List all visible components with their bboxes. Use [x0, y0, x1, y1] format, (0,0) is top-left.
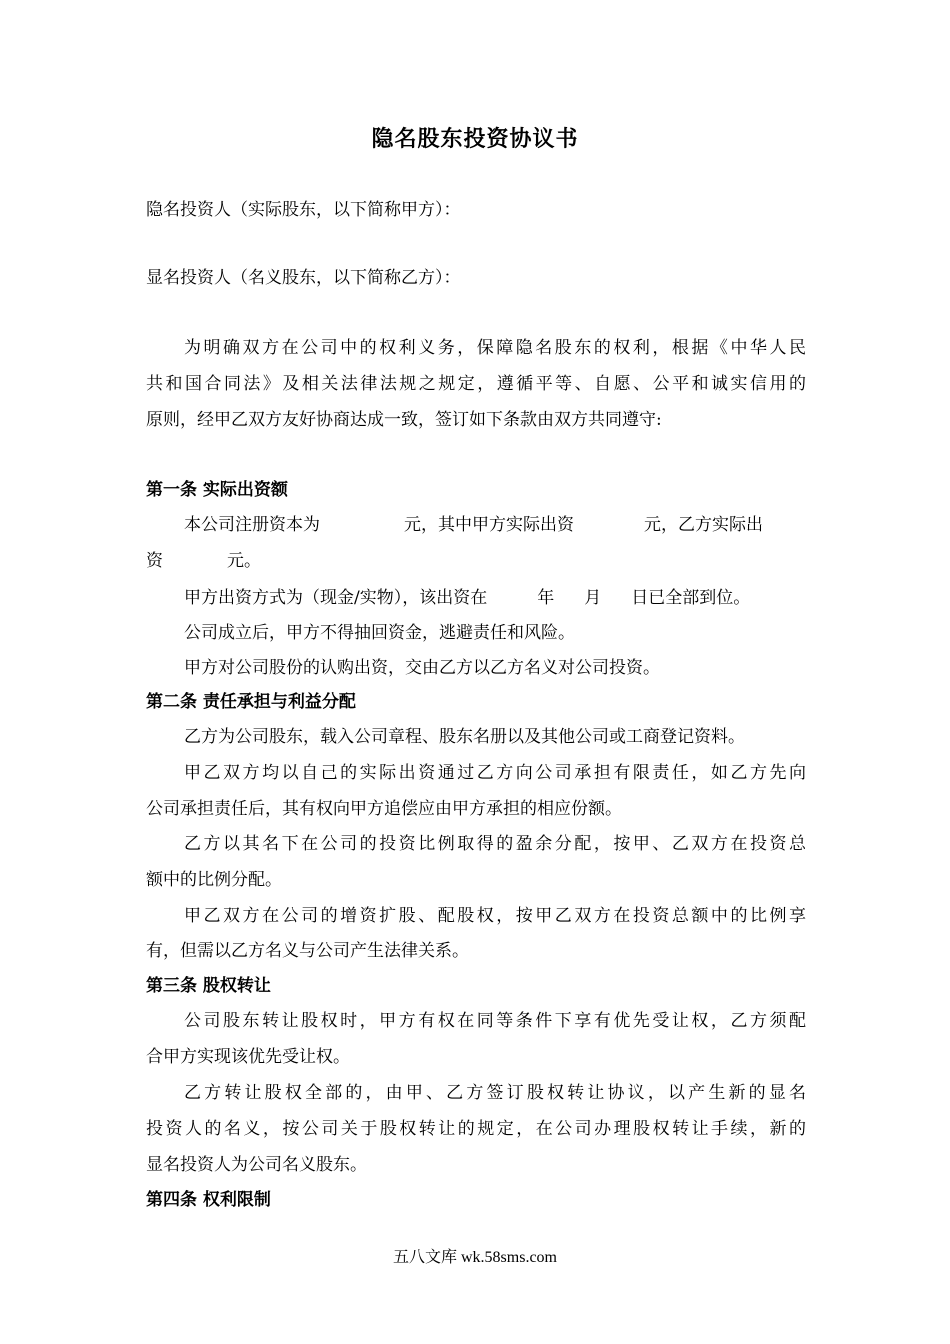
party-b-line: 显名投资人（名义股东，以下简称乙方）： [146, 268, 461, 288]
year-text: 年 [537, 588, 555, 608]
article-2-line-5: 额中的比例分配。 [146, 870, 282, 890]
article-1-line-3 [184, 585, 806, 611]
article-3-line-3: 乙方转让股权全部的，由甲、乙方签订股权转让协议，以产生新的显名 [184, 1083, 806, 1103]
article-2-line-7: 有，但需以乙方名义与公司产生法律关系。 [146, 941, 469, 961]
preamble-line-1: 为明确双方在公司中的权利义务，保障隐名股东的权利，根据《中华人民 [184, 338, 806, 358]
article-2-line-1: 乙方为公司股东，载入公司章程、股东名册以及其他公司或工商登记资料。 [184, 727, 745, 747]
contribution-continued-text: 资 [146, 551, 163, 571]
preamble-line-2: 共和国合同法》及相关法律法规之规定，遵循平等、自愿、公平和诚实信用的 [146, 374, 806, 394]
article-1-line-2 [146, 548, 806, 574]
article-2-line-2: 甲乙双方均以自己的实际出资通过乙方向公司承担有限责任，如乙方先向 [184, 763, 806, 783]
month-text: 月 [584, 588, 602, 608]
article-2-line-3: 公司承担责任后，其有权向甲方追偿应由甲方承担的相应份额。 [146, 799, 622, 819]
article-1-line-4: 公司成立后，甲方不得抽回资金，逃避责任和风险。 [184, 623, 575, 643]
party-b-contribution-text: 元，乙方实际出 [644, 515, 763, 535]
article-1-line-5: 甲方对公司股份的认购出资，交由乙方以乙方名义对公司投资。 [184, 658, 660, 678]
article-3-line-1: 公司股东转让股权时，甲方有权在同等条件下享有优先受让权，乙方须配 [184, 1011, 806, 1031]
party-a-contribution-text: 元，其中甲方实际出资 [404, 515, 574, 535]
article-1-heading: 第一条 实际出资额 [146, 480, 288, 500]
article-1-line-1 [184, 512, 806, 538]
party-a-line: 隐名投资人（实际股东，以下简称甲方）： [146, 200, 461, 220]
article-3-line-5: 显名投资人为公司名义股东。 [146, 1155, 367, 1175]
yuan-text: 元。 [227, 551, 261, 571]
article-4-heading: 第四条 权利限制 [146, 1190, 271, 1210]
article-2-line-4: 乙方以其名下在公司的投资比例取得的盈余分配，按甲、乙双方在投资总 [184, 834, 806, 854]
contribution-method-text: 甲方出资方式为（现金/实物），该出资在 [184, 588, 488, 608]
article-3-line-4: 投资人的名义，按公司关于股权转让的规定，在公司办理股权转让手续，新的 [146, 1119, 806, 1139]
article-3-line-2: 合甲方实现该优先受让权。 [146, 1047, 350, 1067]
document-title: 隐名股东投资协议书 [371, 126, 579, 152]
article-2-line-6: 甲乙双方在公司的增资扩股、配股权，按甲乙双方在投资总额中的比例享 [184, 906, 806, 926]
preamble-line-3: 原则，经甲乙双方友好协商达成一致，签订如下条款由双方共同遵守: [146, 410, 662, 430]
footer-watermark: 五八文库 wk.58sms.com [392, 1249, 557, 1266]
article-3-heading: 第三条 股权转让 [146, 976, 271, 996]
day-text: 日已全部到位。 [631, 588, 751, 608]
article-2-heading: 第二条 责任承担与利益分配 [146, 692, 356, 712]
registered-capital-text: 本公司注册资本为 [184, 515, 320, 535]
